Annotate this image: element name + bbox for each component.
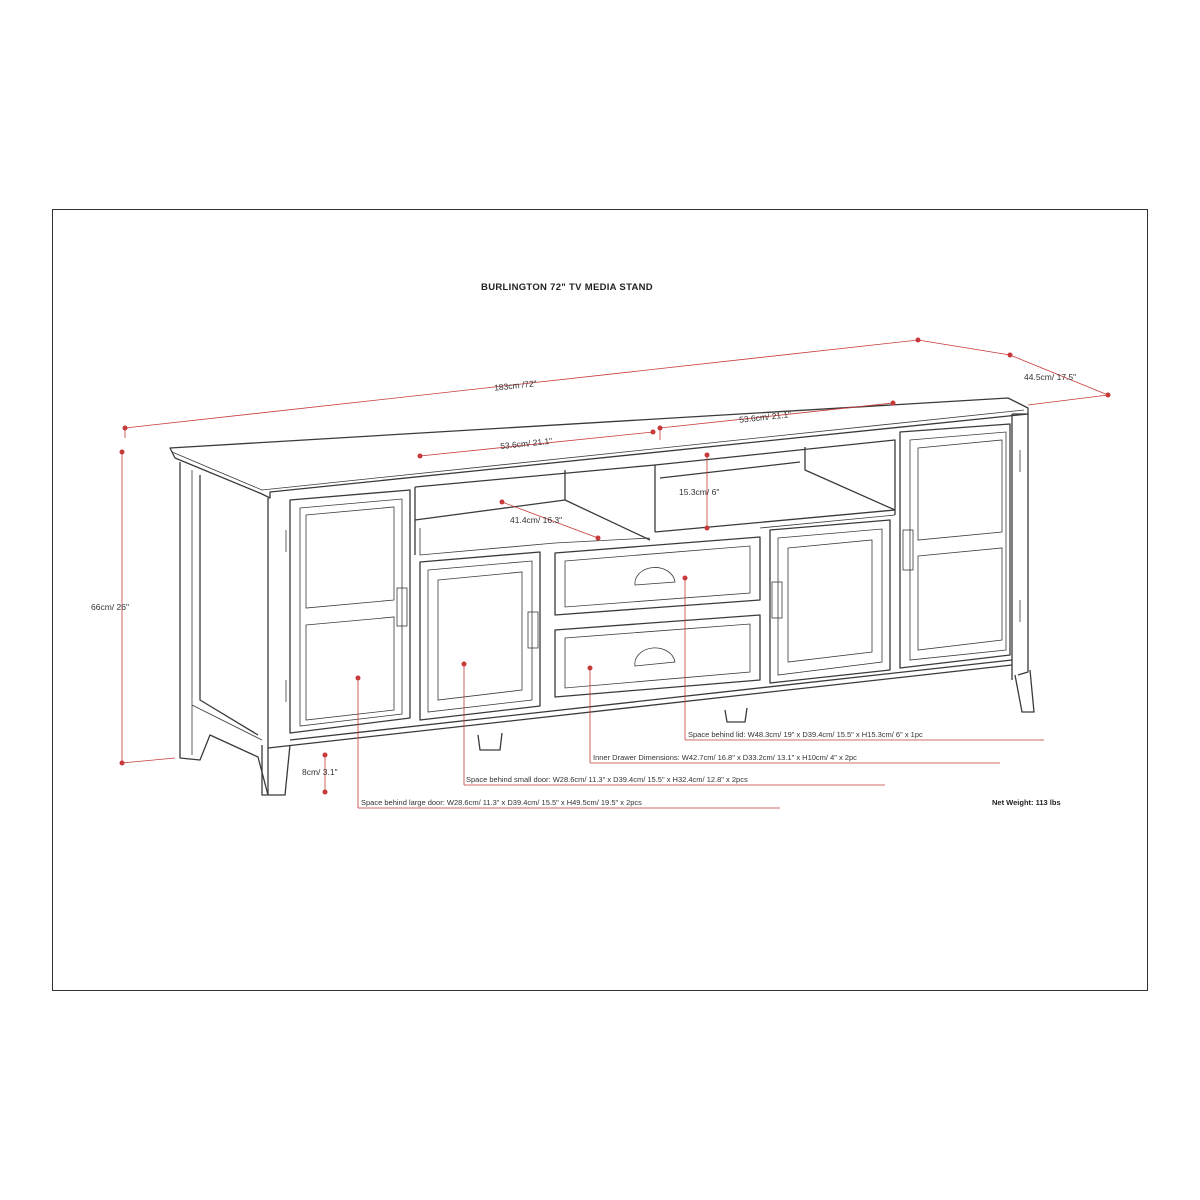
height-label: 66cm/ 26" [91,602,129,612]
net-weight-label: Net Weight: 113 lbs [992,798,1061,807]
lid-space-note: Space behind lid: W48.3cm/ 19" x D39.4cm/ 15.5" x H15.3cm/ 6" x 1pc [688,730,923,739]
drawer-top [555,537,760,615]
open-shelf-left [415,465,655,555]
dimension-labels [91,372,1076,807]
drawer-bottom [555,615,760,697]
left-side [180,462,268,795]
stand-top [170,398,1028,498]
left-large-door [290,490,410,733]
large-door-space-note: Space behind large door: W28.6cm/ 11.3" x D39.4cm/ 15.5" x H49.5cm/ 19.5" x 2pcs [361,798,642,807]
shelf-depth-label: 41.4cm/ 16.3" [510,515,563,525]
depth-dimension-line [918,340,1010,355]
shelf-width-left-label: 53.6cm/ 21.1" [499,435,553,452]
drawer-dimensions-note: Inner Drawer Dimensions: W42.7cm/ 16.8" x D33.2cm/ 13.1" x H10cm/ 4" x 2pc [593,753,857,762]
drawer-pull-top [635,567,675,585]
depth-label: 44.5cm/ 17.5" [1024,372,1077,382]
right-large-door [900,424,1010,668]
width-label: 183cm /72" [493,378,538,393]
shelf-width-right-label: 53.6cm/ 21.1" [738,409,792,425]
front-right-leg [1015,670,1034,712]
shelf-height-label: 15.3cm/ 6" [679,487,720,497]
width-endpoint-left [123,426,128,431]
diagram-title: BURLINGTON 72" TV MEDIA STAND [481,282,653,293]
leg-clearance-label: 8cm/ 3.1" [302,767,338,777]
drawer-pull-bottom [635,648,675,666]
small-door-space-note: Space behind small door: W28.6cm/ 11.3" x D39.4cm/ 15.5" x H32.4cm/ 12.8" x 2pcs [466,775,748,784]
